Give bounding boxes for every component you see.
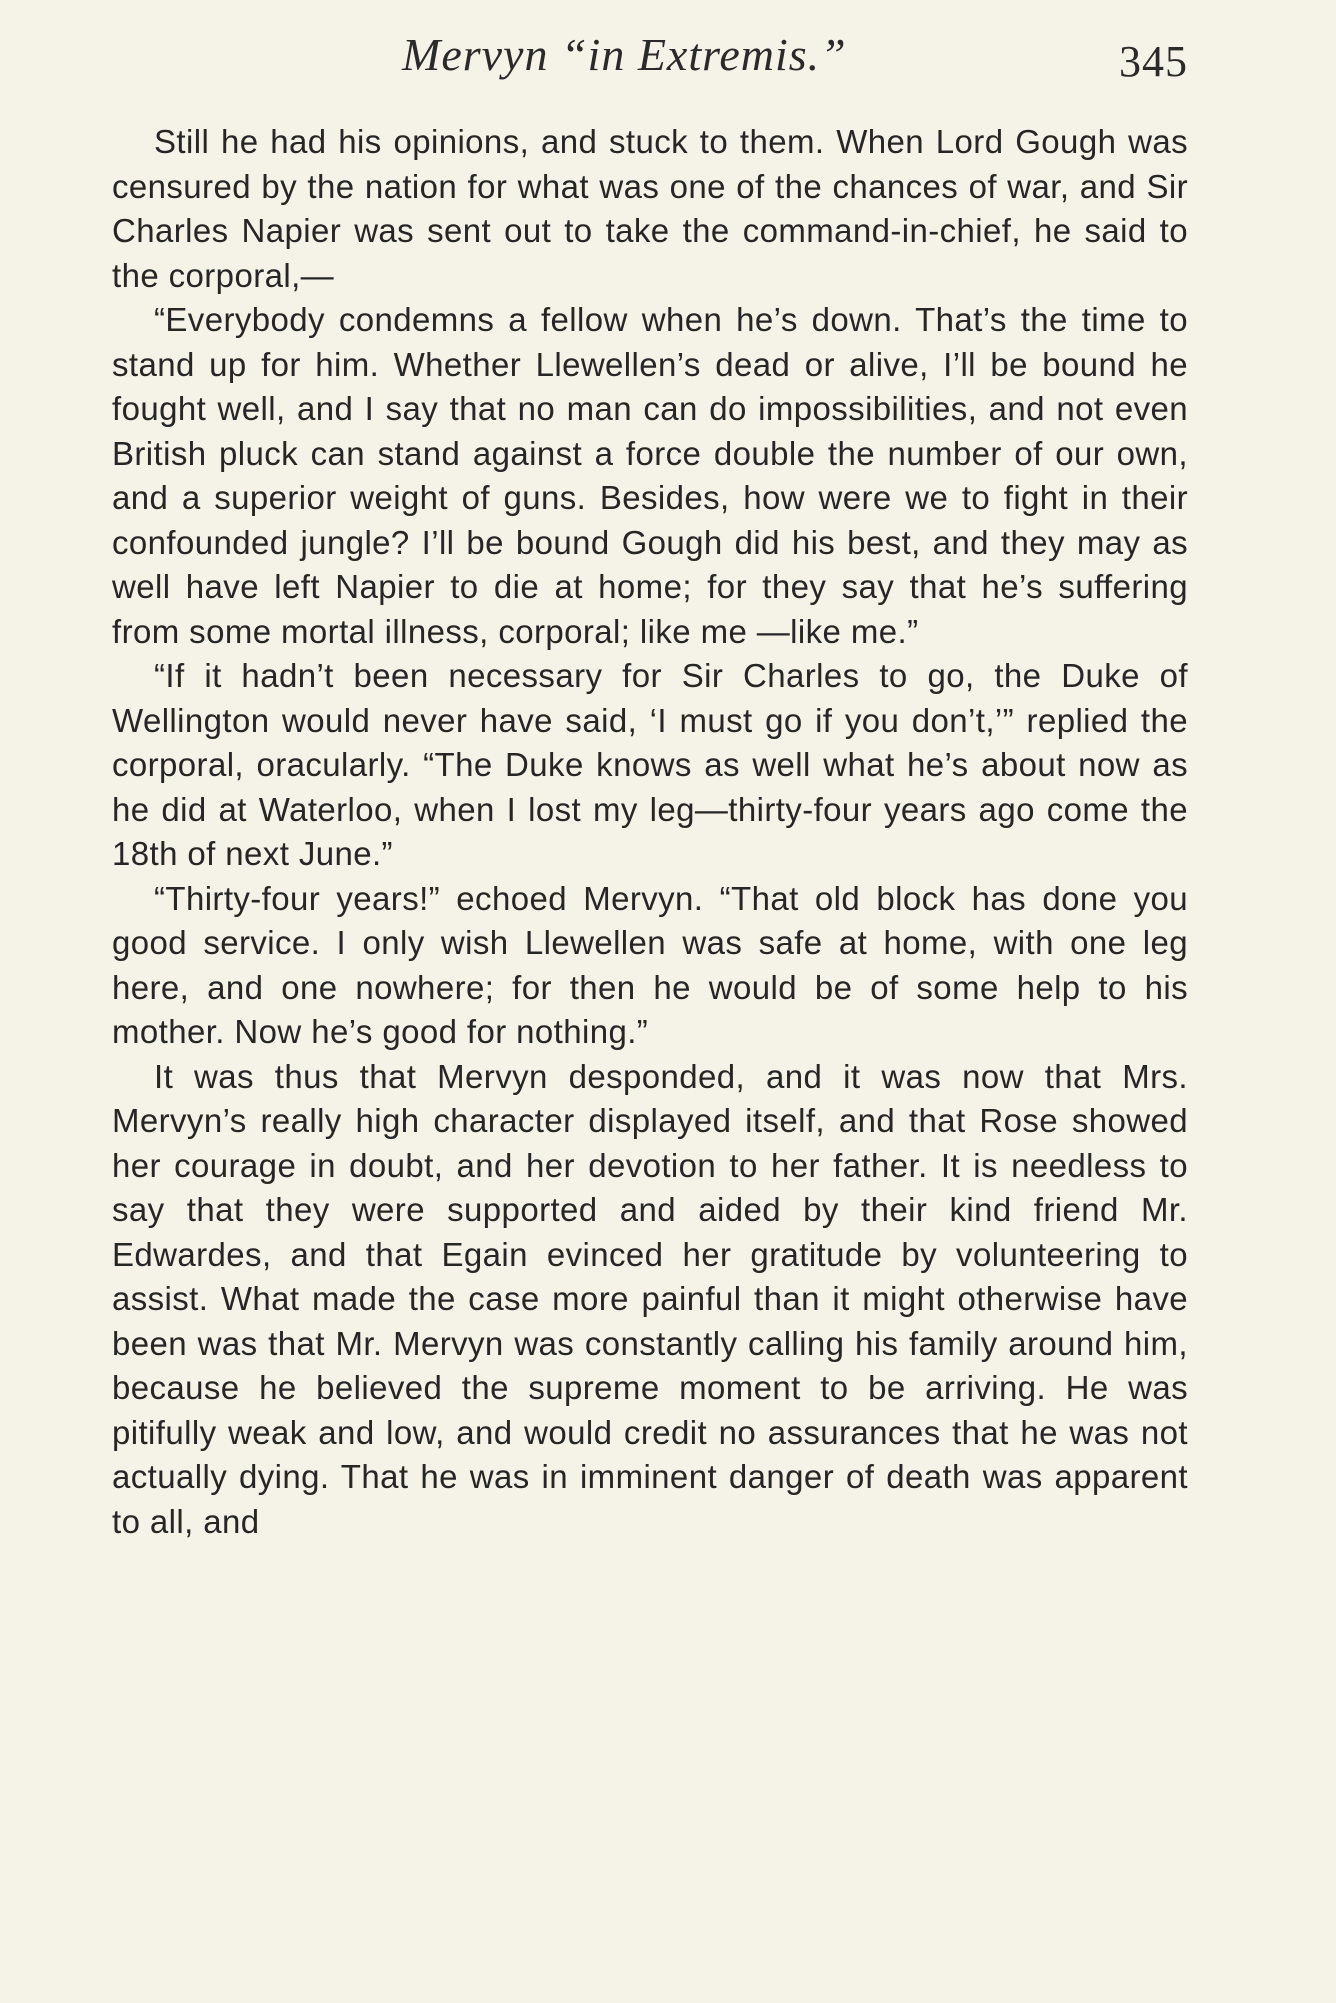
body-text xyxy=(112,120,1188,1544)
running-title: Mervyn “in Extremis.” xyxy=(402,29,847,80)
paragraph: “If it hadn’t been necessary for Sir Charles to go, the Duke of Wellington would never have said, ‘I must go if you don’t,’” replied the corporal, oracularly. “The Duke knows as well what he’s about now as he did at Waterloo, when I lost my leg—thirty-four years ago come the 18th of next June.” xyxy=(112,657,1188,872)
paragraph: “Everybody condemns a fellow when he’s down. That’s the time to stand up for him. Whether Llewellen’s dead or alive, I’ll be bound he fought well, and I say that no man can do impossibilities, and not even British pluck can stand against a force double the number of our own, and a superior weight of guns. Besides, how were we to fight in their confounded jungle? I’ll be bound Gough did his best, and they may as well have left Napier to die at home; for they say that he’s suffering from some mortal illness, corporal; like me —like me.” xyxy=(112,301,1188,650)
paragraph: Still he had his opinions, and stuck to them. When Lord Gough was censured by the nation for what was one of the chances of war, and Sir Charles Napier was sent out to take the command-in-chief, he said to the corporal,— xyxy=(112,123,1188,294)
paragraph: “Thirty-four years!” echoed Mervyn. “That old block has done you good service. I only wish Llewellen was safe at home, with one leg here, and one nowhere; for then he would be of some help to his mother. Now he’s good for nothing.” xyxy=(112,879,1188,1050)
page-number: 345 xyxy=(1119,37,1188,86)
paragraph: It was thus that Mervyn desponded, and it was now that Mrs. Mervyn’s really high character displayed itself, and that Rose showed her courage in doubt, and her devotion to her father. It is needless to say that they were supported and aided by their kind friend Mr. Edwardes, and that Egain evinced her gratitude by volunteering to assist. What made the case more painful than it might otherwise have been was that Mr. Mervyn was constantly calling his family around him, because he believed the supreme moment to be arriving. He was pitifully weak and low, and would credit no assurances that he was not actually dying. That he was in imminent danger of death was apparent to all, and xyxy=(112,1057,1188,1540)
running-header xyxy=(112,28,1188,98)
